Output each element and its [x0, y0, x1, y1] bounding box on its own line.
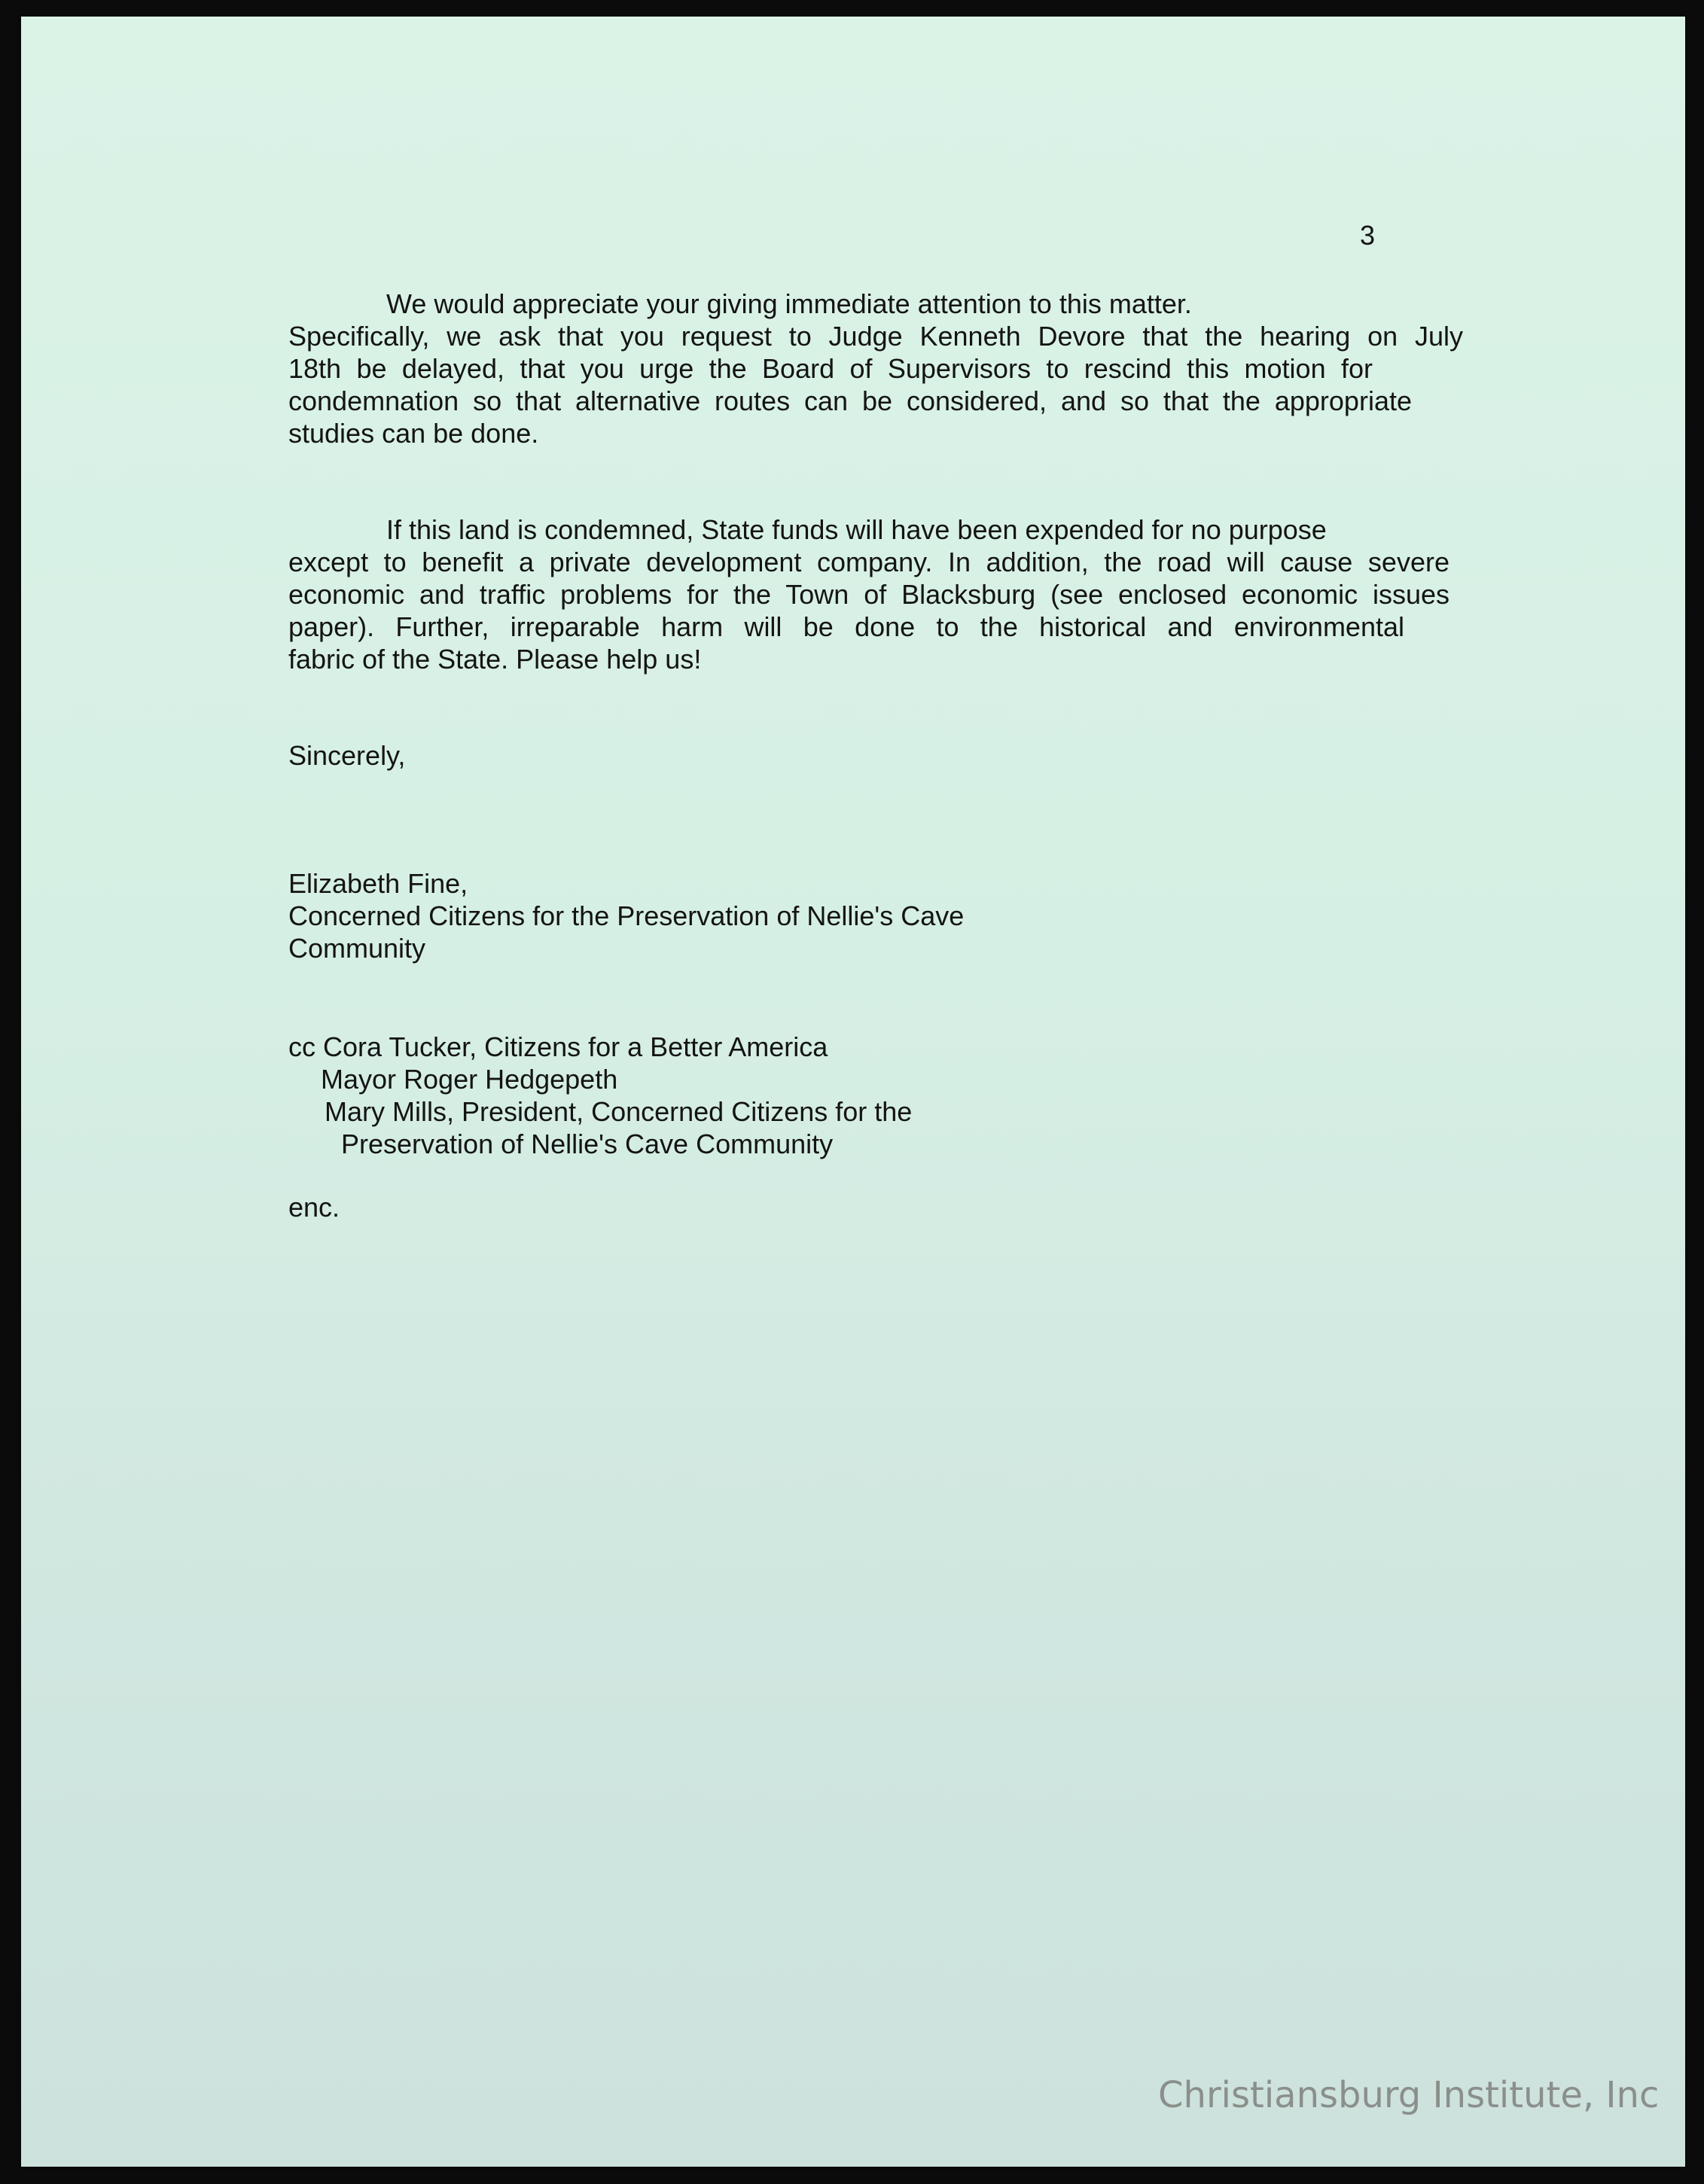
- enclosure-note: enc.: [288, 1192, 340, 1223]
- paragraph-line: We would appreciate your giving immediate attention to this matter.: [386, 288, 1192, 319]
- archive-watermark: Christiansburg Institute, Inc: [1158, 2074, 1660, 2116]
- paragraph-line: paper). Further, irreparable harm will be done to the historical and environmental: [288, 611, 1404, 642]
- paragraph-condemnation: [288, 513, 1463, 675]
- page-number: 3: [1360, 220, 1376, 251]
- cc-line: cc Cora Tucker, Citizens for a Better America: [288, 1031, 828, 1062]
- closing: Sincerely,: [288, 740, 406, 771]
- cc-line: Mayor Roger Hedgepeth: [321, 1064, 618, 1095]
- signer-organization-continued: Community: [288, 933, 426, 964]
- paragraph-line: economic and traffic problems for the Town of Blacksburg (see enclosed economic issues: [288, 579, 1449, 610]
- signer-name: Elizabeth Fine,: [288, 868, 468, 899]
- cc-line: Mary Mills, President, Concerned Citizens for the: [325, 1096, 913, 1127]
- paragraph-line: condemnation so that alternative routes can be considered, and so that the appropriate: [288, 385, 1412, 416]
- signature-block: [288, 867, 964, 964]
- letter-page: [21, 17, 1685, 2167]
- paragraph-line: If this land is condemned, State funds will have been expended for no purpose: [386, 514, 1327, 545]
- cc-list: [288, 1031, 912, 1160]
- cc-line: Preservation of Nellie's Cave Community: [341, 1129, 834, 1159]
- signer-organization: Concerned Citizens for the Preservation of Nellie's Cave: [288, 900, 965, 931]
- paragraph-line: studies can be done.: [288, 418, 539, 449]
- paragraph-line: except to benefit a private development company. In addition, the road will cause severe: [288, 547, 1449, 577]
- paragraph-line: Specifically, we ask that you request to Judge Kenneth Devore that the hearing on July: [288, 321, 1463, 352]
- paragraph-request: [288, 288, 1463, 449]
- paragraph-line: 18th be delayed, that you urge the Board of Supervisors to rescind this motion for: [288, 353, 1373, 384]
- paragraph-line: fabric of the State. Please help us!: [288, 644, 702, 675]
